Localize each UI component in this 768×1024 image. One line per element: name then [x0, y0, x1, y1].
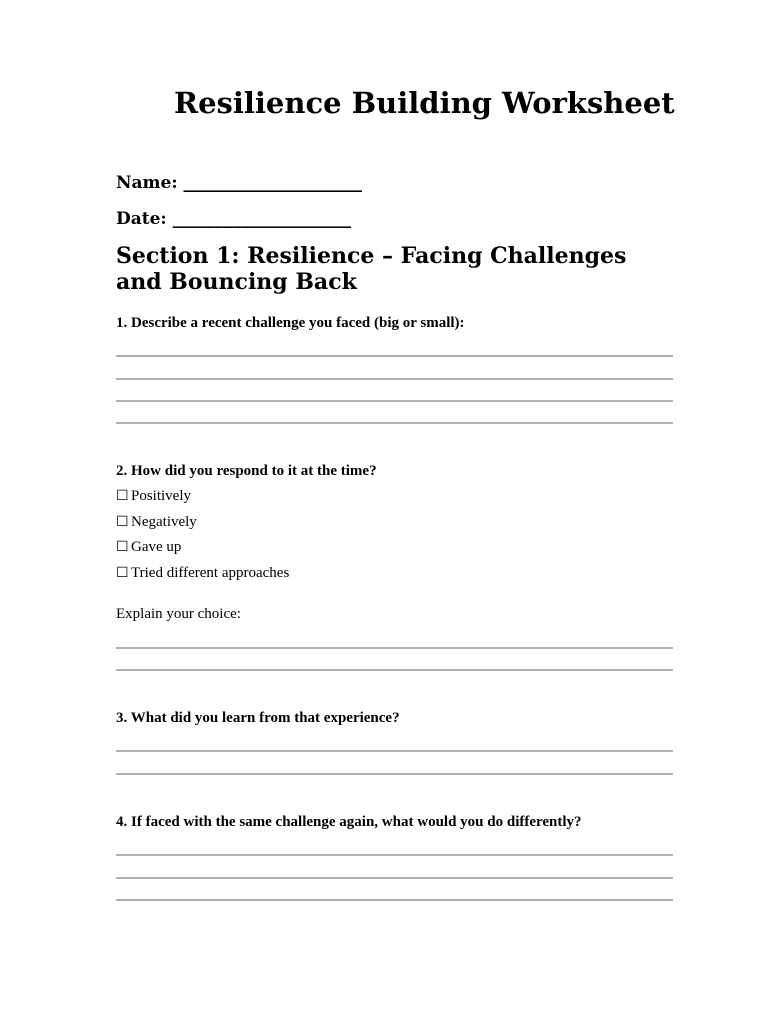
checkbox-icon[interactable]: ☐ — [116, 514, 129, 530]
option-label: Positively — [131, 488, 192, 504]
option-label: Tried different approaches — [131, 565, 290, 581]
answer-line[interactable] — [116, 854, 673, 856]
section-1-heading: Section 1: Resilience – Facing Challenges and Bouncing Back — [116, 243, 627, 295]
answer-line[interactable] — [116, 378, 673, 380]
page-title: Resilience Building Worksheet — [174, 86, 675, 120]
option-label: Negatively — [131, 514, 197, 530]
answer-line[interactable] — [116, 899, 673, 901]
answer-line[interactable] — [116, 669, 673, 671]
answer-line[interactable] — [116, 750, 673, 752]
question-4: 4. If faced with the same challenge again, what would you do differently? — [116, 814, 582, 830]
answer-line[interactable] — [116, 773, 673, 775]
answer-line[interactable] — [116, 877, 673, 879]
question-1: 1. Describe a recent challenge you faced (big or small): — [116, 315, 465, 331]
answer-line[interactable] — [116, 355, 673, 357]
checkbox-icon[interactable]: ☐ — [116, 488, 129, 504]
answer-line[interactable] — [116, 422, 673, 424]
option-label: Gave up — [131, 539, 182, 555]
name-field[interactable]: Name: _____________________ — [116, 173, 363, 193]
option-negatively[interactable] — [116, 513, 197, 531]
option-positively[interactable] — [116, 487, 191, 505]
explain-choice-label: Explain your choice: — [116, 606, 241, 622]
checkbox-icon[interactable]: ☐ — [116, 565, 129, 581]
option-gave-up[interactable] — [116, 538, 181, 556]
answer-line[interactable] — [116, 647, 673, 649]
date-field[interactable]: Date: _____________________ — [116, 209, 352, 229]
option-tried-different-approaches[interactable] — [116, 564, 289, 582]
question-3: 3. What did you learn from that experience? — [116, 710, 400, 726]
answer-line[interactable] — [116, 400, 673, 402]
question-2: 2. How did you respond to it at the time? — [116, 463, 377, 479]
checkbox-icon[interactable]: ☐ — [116, 539, 129, 555]
